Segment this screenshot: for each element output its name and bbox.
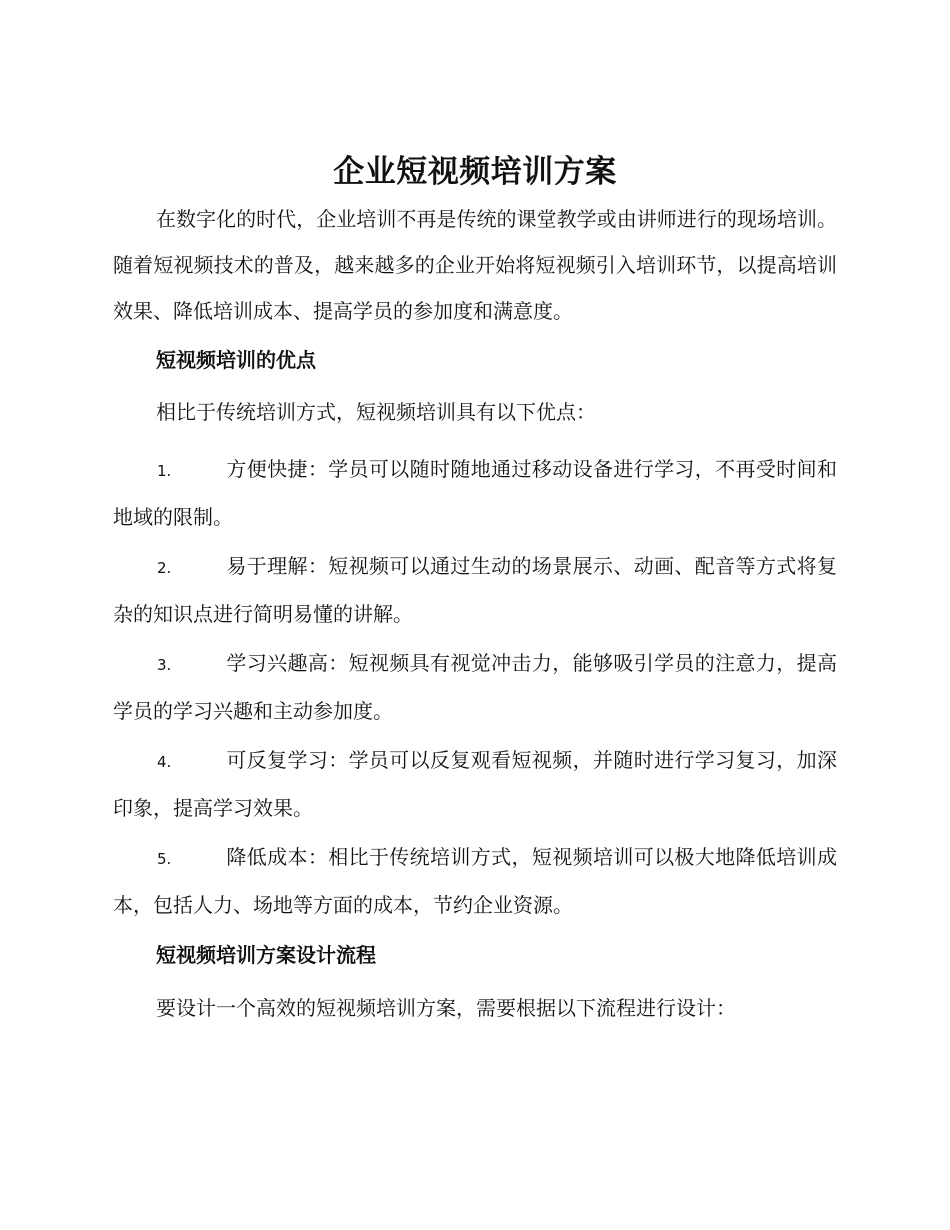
list-number: 3. bbox=[157, 656, 172, 674]
list-number: 2. bbox=[157, 559, 172, 577]
advantages-lead-paragraph: 相比于传统培训方式，短视频培训具有以下优点： bbox=[156, 400, 596, 424]
list-item bbox=[113, 543, 837, 637]
list-item bbox=[113, 834, 837, 928]
list-item-text: 降低成本：相比于传统培训方式，短视频培训可以极大地降低培训成本，包括人力、场地等方面的成本，节约企业资源。 bbox=[113, 845, 837, 917]
list-number: 5. bbox=[157, 850, 172, 868]
list-number: 4. bbox=[157, 753, 172, 771]
design-process-lead-paragraph: 要设计一个高效的短视频培训方案，需要根据以下流程进行设计： bbox=[156, 996, 736, 1020]
list-item-text: 方便快捷：学员可以随时随地通过移动设备进行学习，不再受时间和地域的限制。 bbox=[113, 457, 837, 529]
list-item-text: 学习兴趣高：短视频具有视觉冲击力，能够吸引学员的注意力，提高学员的学习兴趣和主动参加度。 bbox=[113, 651, 837, 723]
list-number: 1. bbox=[157, 462, 172, 480]
document-title: 企业短视频培训方案 bbox=[333, 154, 617, 190]
list-item-text: 易于理解：短视频可以通过生动的场景展示、动画、配音等方式将复杂的知识点进行简明易懂的讲解。 bbox=[113, 554, 837, 626]
intro-paragraph: 在数字化的时代，企业培训不再是传统的课堂教学或由讲师进行的现场培训。随着短视频技术的普及，越来越多的企业开始将短视频引入培训环节，以提高培训效果、降低培训成本、提高学员的参加度和满意度。 bbox=[113, 207, 837, 323]
list-item bbox=[113, 640, 837, 734]
section-heading-design-process: 短视频培训方案设计流程 bbox=[156, 943, 376, 967]
list-item bbox=[113, 737, 837, 831]
list-item bbox=[113, 446, 837, 540]
section-heading-advantages: 短视频培训的优点 bbox=[156, 348, 316, 372]
list-item-text: 可反复学习：学员可以反复观看短视频，并随时进行学习复习，加深印象，提高学习效果。 bbox=[113, 748, 837, 820]
